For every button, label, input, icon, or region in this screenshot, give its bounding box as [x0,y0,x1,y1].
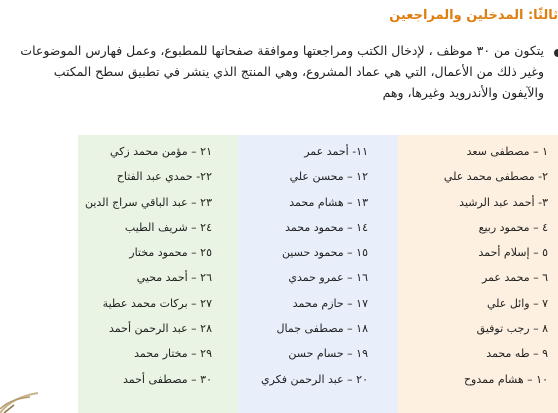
name-cell: ٢١ – مؤمن محمد زكي [110,145,212,158]
name-cell: ٢٢- حمدي عبد الفتاح [116,170,212,184]
name-cell: ٢٠ – عبد الرحمن فكري [261,372,368,386]
name-cell: ١٠ – هشام ممدوح [463,372,548,386]
corner-ornament-icon [0,387,40,413]
name-cell: ٢٩ – مختار محمد [134,347,212,361]
names-column-3 [78,135,238,413]
name-cell: ١٥ – محمود حسين [281,246,368,260]
name-cell: ٧ – وائل علي [486,296,548,310]
name-cell: ١٢ – محسن علي [289,170,368,184]
name-cell: ٣٠ – مصطفى أحمد [123,372,212,386]
name-cell: ٩ – طه محمد [486,347,548,361]
paragraph-line: وغير ذلك من الأعمال، التي هي عماد المشروع، وهي المنتج الذي ينشر في تطبيق سطح المكتب [53,64,544,79]
name-cell: ١١- أحمد عمر [304,145,368,158]
names-table [78,135,558,413]
name-cell: ٨ – رجب توفيق [476,322,548,336]
name-cell: ١٤ – محمود محمد [285,220,368,234]
section-heading: ثالثًا: المدخلين والمراجعين [389,8,558,23]
name-cell: ٢٣ – عبد الباقي سراج الدين [84,195,212,209]
paragraph-line: يتكون من ٣٠ موظف ، لإدخال الكتب ومراجعتها وموافقة صفحاتها للمطبوع، وعمل فهارس الموضوعات [20,43,544,58]
name-cell: ١٨ – مصطفى جمال [276,322,368,336]
name-cell: ٢٥ – محمود مختار [129,246,212,260]
name-cell: ٤ – محمود ربيع [478,220,548,234]
name-cell: ١ – مصطفى سعد [466,145,548,158]
name-cell: ١٩ – حسام حسن [288,347,368,361]
name-cell: ٢٤ – شريف الطيب [124,220,212,234]
bullet-dot [554,49,558,57]
name-cell: ٢٧ – بركات محمد عطية [102,296,212,310]
name-cell: ٥ – إسلام أحمد [478,246,548,260]
names-column-2 [238,135,398,413]
name-cell: ١٧ – حازم محمد [292,296,368,310]
name-cell: ١٦ – عمرو حمدي [288,271,368,285]
name-cell: ٣- أحمد عبد الرشيد [459,195,548,209]
intro-paragraph [4,40,544,103]
name-cell: ٢- مصطفى محمد علي [443,170,548,184]
name-cell: ١٣ – هشام محمد [289,195,368,209]
name-cell: ٢٦ – أحمد محيي [136,271,212,285]
paragraph-line: والآيفون والأندرويد وغيرها، وهم [382,85,544,100]
name-cell: ٦ – محمد عمر [481,271,548,285]
names-column-1 [398,135,558,413]
name-cell: ٢٨ – عبد الرحمن أحمد [109,322,212,336]
